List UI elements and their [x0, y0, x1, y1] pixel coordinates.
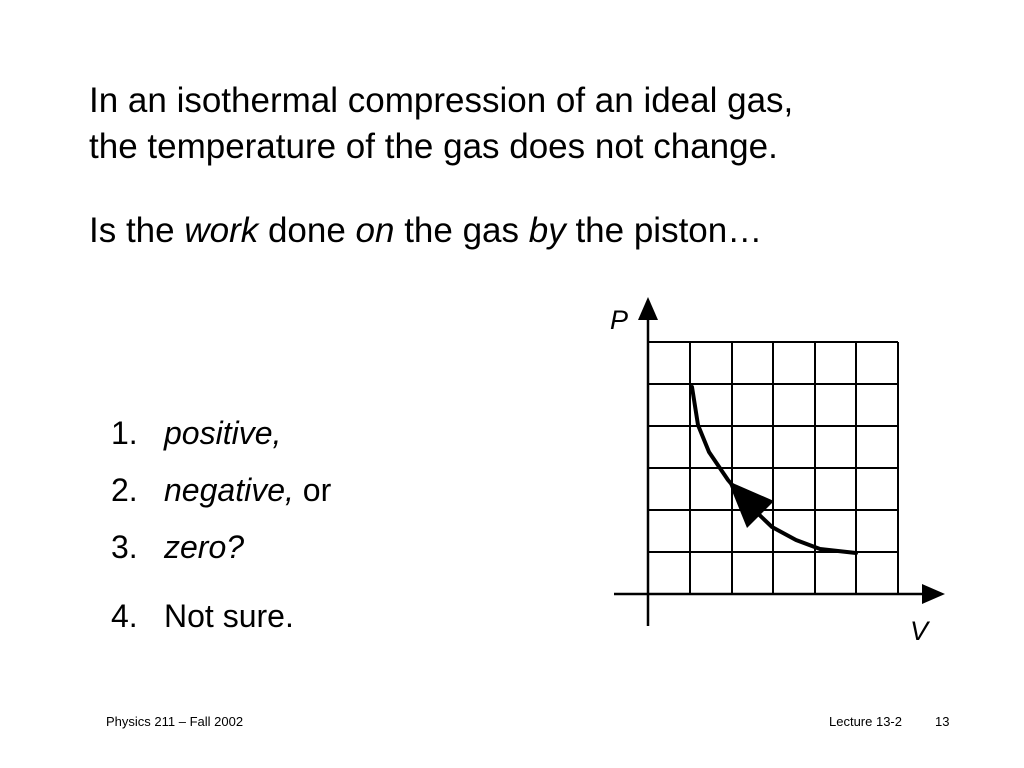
footer-course: Physics 211 – Fall 2002	[106, 714, 244, 729]
question-word-on: on	[355, 211, 395, 250]
option-3-number: 3.	[111, 529, 138, 565]
question-part-4: the piston…	[565, 211, 763, 250]
question-part-2: done	[258, 211, 356, 250]
option-4-text: Not sure.	[164, 598, 294, 634]
intro-line-2: the temperature of the gas does not change.	[89, 127, 778, 166]
x-axis	[614, 584, 945, 604]
footer-lecture: Lecture 13-2	[829, 714, 902, 729]
x-axis-label: V	[910, 616, 929, 646]
question-part-3: the gas	[394, 211, 529, 250]
question-word-work: work	[184, 211, 259, 250]
y-axis-arrowhead	[638, 297, 658, 320]
question-word-by: by	[528, 211, 566, 250]
y-axis-label: P	[610, 305, 629, 335]
intro-line-1: In an isothermal compression of an ideal gas,	[89, 81, 794, 120]
option-4-number: 4.	[111, 598, 138, 634]
option-2-suffix: or	[293, 472, 332, 508]
option-3-text: zero?	[164, 529, 245, 565]
option-2-text: negative,	[164, 472, 294, 508]
grid	[648, 342, 898, 594]
option-1-number: 1.	[111, 415, 138, 451]
option-1-text: positive,	[164, 415, 282, 451]
y-axis	[638, 297, 658, 626]
option-2-number: 2.	[111, 472, 138, 508]
x-axis-arrowhead	[922, 584, 945, 604]
footer-page-number: 13	[935, 714, 950, 729]
question-part-1: Is the	[89, 211, 185, 250]
